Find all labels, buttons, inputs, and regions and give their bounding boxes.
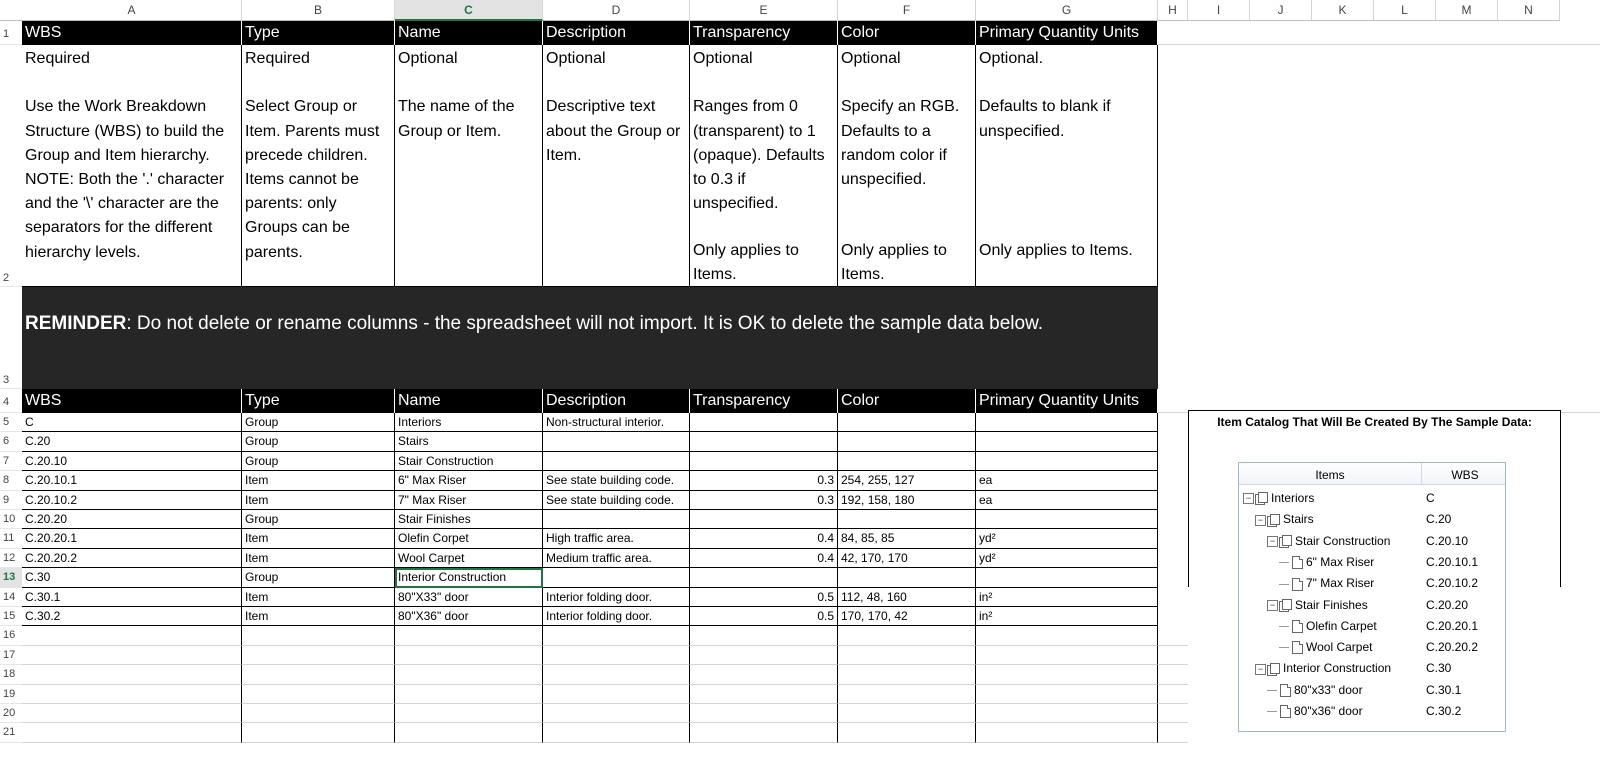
spacer [841,71,972,95]
cell-g9[interactable]: ea [976,491,1158,510]
row-header-12[interactable]: 12 [0,549,22,568]
requirement-label: Required [25,50,90,67]
tree-connector-icon [1267,690,1277,691]
tree-item-wbs-0: C [1426,491,1435,505]
cell-e17[interactable] [690,646,838,665]
cell-c7[interactable]: Stair Construction [395,452,543,471]
cell-e16[interactable] [690,626,838,645]
tree-connector-icon [1279,647,1289,648]
cell-e18[interactable] [690,665,838,684]
cell-d7[interactable] [543,452,690,471]
cell-g5[interactable] [976,413,1158,432]
tree-item-wbs-10: C.30.2 [1426,704,1462,718]
data-header-cell-e[interactable]: Transparency [690,389,838,413]
gridline-row-20 [1158,704,1188,723]
select-all-corner[interactable] [0,0,22,21]
group-folder-icon [1267,515,1280,526]
cell-f13[interactable] [838,568,976,587]
data-header-cell-a[interactable]: WBS [22,389,242,413]
tree-item-1[interactable] [1255,512,1314,526]
row-header-19[interactable]: 19 [0,685,22,704]
column-header-h[interactable]: H [1158,0,1188,21]
row-header-2[interactable]: 2 [0,45,22,287]
cell-c11[interactable]: Olefin Corpet [395,529,543,548]
data-header-cell-f[interactable]: Color [838,389,976,413]
cell-g11[interactable]: yd² [976,529,1158,548]
cell-e6[interactable] [690,432,838,451]
cell-a7[interactable]: C.20.10 [22,452,242,471]
cell-c14[interactable]: 80"X33" door [395,588,543,607]
item-document-icon [1292,620,1303,633]
gridline-row-21 [1158,723,1188,742]
cell-b18[interactable] [242,665,395,684]
tree-item-wbs-8: C.30 [1426,661,1452,676]
column-header-g[interactable]: G [976,0,1158,21]
cell-b21[interactable] [242,723,395,742]
row-header-18[interactable]: 18 [0,665,22,684]
header-cell-g[interactable]: Primary Quantity Units [976,21,1158,45]
description-cell-b[interactable] [242,45,395,287]
header-cell-a[interactable]: WBS [22,21,242,45]
cell-f21[interactable] [838,723,976,742]
column-header-a[interactable]: A [22,0,242,21]
applies-note: Only applies to Items. [841,242,947,284]
tree-header [1239,463,1505,485]
cell-f17[interactable] [838,646,976,665]
row-header-16[interactable]: 16 [0,626,22,645]
row-header-4[interactable]: 4 [0,389,22,413]
column-header-c[interactable]: C [395,0,543,21]
spacer [693,71,834,95]
cell-c20[interactable] [395,704,543,723]
cell-c21[interactable] [395,723,543,742]
tree-item-label: Stairs [1283,512,1314,527]
row-header-6[interactable]: 6 [0,432,22,451]
spacer [398,71,539,95]
cell-g18[interactable] [976,665,1158,684]
cell-f7[interactable] [838,452,976,471]
tree-item-6[interactable] [1279,619,1377,633]
item-document-icon [1292,556,1303,569]
cell-b11[interactable]: Item [242,529,395,548]
row-header-7[interactable]: 7 [0,452,22,471]
tree-item-10[interactable] [1267,704,1363,718]
tree-item-label: Interiors [1271,491,1315,505]
tree-item-0[interactable] [1243,491,1314,505]
tree-item-label: Olefin Carpet [1306,618,1377,633]
cell-b5[interactable]: Group [242,413,395,432]
tree-item-wbs-7: C.20.20.2 [1426,640,1479,655]
cell-e8[interactable]: 0.3 [690,471,838,490]
header-cell-e[interactable]: Transparency [690,21,838,45]
description-cell-e[interactable] [690,45,838,287]
cell-d9[interactable]: See state building code. [543,491,690,510]
tree-item-8[interactable] [1255,661,1391,675]
collapse-icon[interactable]: − [1255,664,1266,675]
tree-item-wbs-1: C.20 [1426,512,1452,527]
cell-e20[interactable] [690,704,838,723]
description-cell-d[interactable] [543,45,690,287]
cell-b20[interactable] [242,704,395,723]
reminder-text: : Do not delete or rename columns - the spreadsheet will not import. It is OK to delete the sample data below. [126,313,1044,334]
item-document-icon [1292,641,1303,654]
cell-g19[interactable] [976,685,1158,704]
spacer [546,71,686,95]
collapse-icon[interactable]: − [1255,515,1266,526]
catalog-tree[interactable] [1238,462,1506,732]
tree-item-label: Stair Construction [1295,533,1391,548]
data-header-cell-g[interactable]: Primary Quantity Units [976,389,1158,413]
cell-g7[interactable] [976,452,1158,471]
tree-item-wbs-4: C.20.10.2 [1426,576,1479,591]
requirement-label: Optional [693,50,753,67]
column-header-l[interactable]: L [1374,0,1436,21]
row-header-5[interactable]: 5 [0,413,22,432]
cell-g16[interactable] [976,626,1158,645]
applies-note: Only applies to Items. [979,242,1133,259]
gridline-row-19 [1158,685,1188,704]
cell-b7[interactable]: Group [242,452,395,471]
row-header-13[interactable]: 13 [0,568,22,587]
header-cell-f[interactable]: Color [838,21,976,45]
cell-b13[interactable]: Group [242,568,395,587]
cell-d17[interactable] [543,646,690,665]
tree-item-wbs-5: C.20.20 [1426,597,1469,612]
gridline-row-17 [1158,646,1188,665]
cell-b6[interactable]: Group [242,432,395,451]
requirement-label: Optional [398,50,458,67]
spacer [25,71,238,95]
tree-connector-icon [1279,626,1289,627]
cell-c10[interactable]: Stair Finishes [395,510,543,529]
cell-e19[interactable] [690,685,838,704]
cell-b8[interactable]: Item [242,471,395,490]
cell-b17[interactable] [242,646,395,665]
cell-a5[interactable]: C [22,413,242,432]
cell-e12[interactable]: 0.4 [690,549,838,568]
cell-d20[interactable] [543,704,690,723]
spacer [245,71,391,95]
cell-a11[interactable]: C.20.20.1 [22,529,242,548]
collapse-icon[interactable]: − [1267,536,1278,547]
cell-a17[interactable] [22,646,242,665]
tree-item-label: Interior Construction [1283,661,1392,676]
cell-c17[interactable] [395,646,543,665]
cell-g21[interactable] [976,723,1158,742]
cell-c5[interactable]: Interiors [395,413,543,432]
data-header-cell-d[interactable]: Description [543,389,690,413]
cell-b9[interactable]: Item [242,491,395,510]
cell-e7[interactable] [690,452,838,471]
reminder-label: REMINDER [25,313,127,334]
item-document-icon [1280,684,1291,697]
column-header-f[interactable]: F [838,0,976,21]
tree-item-2[interactable] [1267,534,1390,548]
description-text: Specify an RGB. Defaults to a random color if unspecified. [841,98,960,188]
cell-a9[interactable]: C.20.10.2 [22,491,242,510]
selected-cell-c13[interactable]: Interior Construction [395,568,543,587]
cell-d10[interactable] [543,510,690,529]
cell-e9[interactable]: 0.3 [690,491,838,510]
column-header-e[interactable]: E [690,0,838,21]
row-header-21[interactable]: 21 [0,723,22,742]
cell-g20[interactable] [976,704,1158,723]
description-row [22,45,1158,287]
cell-b15[interactable]: Item [242,607,395,626]
tree-connector-icon [1267,711,1277,712]
cell-a14[interactable]: C.30.1 [22,588,242,607]
description-cell-f[interactable] [838,45,976,287]
gridline-row-18 [1158,665,1188,684]
cell-c6[interactable]: Stairs [395,432,543,451]
cell-c15[interactable]: 80"X36" door [395,607,543,626]
cell-f8[interactable]: 254, 255, 127 [838,471,976,490]
description-text: Select Group or Item. Parents must precede children. Items cannot be parents: only Groups can be parents. [245,98,380,261]
column-header-m[interactable]: M [1436,0,1498,21]
row-header-17[interactable]: 17 [0,646,22,665]
cell-f14[interactable]: 112, 48, 160 [838,588,976,607]
gridline-row-1-right [1158,21,1600,45]
tree-item-wbs-3: C.20.10.1 [1426,554,1479,569]
tree-item-4[interactable] [1279,576,1374,590]
header-row-1 [22,21,1158,45]
cell-f6[interactable] [838,432,976,451]
tree-item-7[interactable] [1279,640,1372,654]
cell-e21[interactable] [690,723,838,742]
cell-a10[interactable]: C.20.20 [22,510,242,529]
cell-f12[interactable]: 42, 170, 170 [838,549,976,568]
row-header-1[interactable]: 1 [0,21,22,45]
cell-f19[interactable] [838,685,976,704]
cell-b14[interactable]: Item [242,588,395,607]
tree-item-9[interactable] [1267,683,1363,697]
requirement-label: Optional. [979,50,1044,67]
tree-connector-icon [1279,584,1289,585]
cell-e10[interactable] [690,510,838,529]
column-header-b[interactable]: B [242,0,395,21]
cell-a20[interactable] [22,704,242,723]
cell-d13[interactable] [543,568,690,587]
cell-c16[interactable] [395,626,543,645]
reminder-banner[interactable] [22,287,1158,389]
requirement-label: Required [245,50,310,67]
cell-c19[interactable] [395,685,543,704]
cell-g14[interactable]: in² [976,588,1158,607]
requirement-label: Optional [841,50,901,67]
row-header-20[interactable]: 20 [0,704,22,723]
group-folder-icon [1267,664,1280,675]
cell-a18[interactable] [22,665,242,684]
tree-header-items[interactable]: Items [1239,463,1422,485]
cell-d15[interactable]: Interior folding door. [543,607,690,626]
header-cell-b[interactable]: Type [242,21,395,45]
cell-f11[interactable]: 84, 85, 85 [838,529,976,548]
cell-f10[interactable] [838,510,976,529]
cell-a19[interactable] [22,685,242,704]
cell-c18[interactable] [395,665,543,684]
cell-c9[interactable]: 7" Max Riser [395,491,543,510]
cell-f9[interactable]: 192, 158, 180 [838,491,976,510]
column-header-k[interactable]: K [1312,0,1374,21]
cell-b12[interactable]: Item [242,549,395,568]
item-document-icon [1280,705,1291,718]
cell-g15[interactable]: in² [976,607,1158,626]
cell-g13[interactable] [976,568,1158,587]
tree-item-5[interactable] [1267,598,1368,612]
row-header-9[interactable]: 9 [0,491,22,510]
column-header-n[interactable]: N [1498,0,1560,21]
cell-f15[interactable]: 170, 170, 42 [838,607,976,626]
row-header-15[interactable]: 15 [0,607,22,626]
applies-note: Only applies to Items. [693,242,799,284]
tree-item-wbs-2: C.20.10 [1426,533,1469,548]
group-folder-icon [1255,493,1268,504]
header-cell-d[interactable]: Description [543,21,690,45]
cell-d8[interactable]: See state building code. [543,471,690,490]
cell-c8[interactable]: 6" Max Riser [395,471,543,490]
cell-d11[interactable]: High traffic area. [543,529,690,548]
description-text: Use the Work Breakdown Structure (WBS) to build the Group and Item hierarchy. NOTE: Both the '.' character and the '\' character are the separators for the different hierarchy levels. [25,98,225,261]
tree-item-label: Stair Finishes [1295,597,1368,612]
cell-f20[interactable] [838,704,976,723]
row-header-10[interactable]: 10 [0,510,22,529]
column-header-d[interactable]: D [543,0,690,21]
description-text: The name of the Group or Item. [398,98,515,140]
cell-g8[interactable]: ea [976,471,1158,490]
cell-f18[interactable] [838,665,976,684]
tree-item-wbs-9: C.30.1 [1426,682,1462,697]
row-header-3[interactable]: 3 [0,287,22,389]
tree-item-label: 80"x36" door [1294,704,1363,718]
data-header-cell-c[interactable]: Name [395,389,543,413]
catalog-title: Item Catalog That Will Be Created By The Sample Data: [1217,415,1532,429]
cell-f5[interactable] [838,413,976,432]
description-cell-g[interactable] [976,45,1158,287]
cell-a15[interactable]: C.30.2 [22,607,242,626]
cell-c12[interactable]: Wool Carpet [395,549,543,568]
cell-f16[interactable] [838,626,976,645]
cell-e15[interactable]: 0.5 [690,607,838,626]
gridline-row-16 [1158,626,1188,645]
cell-a6[interactable]: C.20 [22,432,242,451]
description-cell-c[interactable] [395,45,543,287]
cell-d12[interactable]: Medium traffic area. [543,549,690,568]
cell-e13[interactable] [690,568,838,587]
cell-d21[interactable] [543,723,690,742]
row-header-14[interactable]: 14 [0,588,22,607]
cell-a16[interactable] [22,626,242,645]
tree-item-label: 7" Max Riser [1306,576,1375,591]
collapse-icon[interactable]: − [1243,493,1254,504]
tree-item-wbs-6: C.20.20.1 [1426,618,1479,633]
column-header-i[interactable]: I [1188,0,1250,21]
cell-g10[interactable] [976,510,1158,529]
row-header-8[interactable]: 8 [0,471,22,490]
tree-connector-icon [1279,562,1289,563]
description-text: Defaults to blank if unspecified. [979,98,1111,140]
cell-a12[interactable]: C.20.20.2 [22,549,242,568]
cell-g17[interactable] [976,646,1158,665]
tree-item-3[interactable] [1279,555,1374,569]
cell-e14[interactable]: 0.5 [690,588,838,607]
cell-d16[interactable] [543,626,690,645]
cell-d5[interactable]: Non-structural interior. [543,413,690,432]
cell-b16[interactable] [242,626,395,645]
tree-item-label: 6" Max Riser [1306,554,1375,569]
collapse-icon[interactable]: − [1267,600,1278,611]
cell-a8[interactable]: C.20.10.1 [22,471,242,490]
group-folder-icon [1279,600,1292,611]
cell-e5[interactable] [690,413,838,432]
cell-a13[interactable]: C.30 [22,568,242,587]
tree-item-label: 80"x33" door [1294,682,1363,697]
item-document-icon [1292,578,1303,591]
header-cell-c[interactable]: Name [395,21,543,45]
group-folder-icon [1279,536,1292,547]
cell-d14[interactable]: Interior folding door. [543,588,690,607]
description-text: Descriptive text about the Group or Item. [546,98,681,164]
requirement-label: Optional [546,50,606,67]
description-text: Ranges from 0 (transparent) to 1 (opaque). Defaults to 0.3 if unspecified. [693,98,825,213]
cell-d18[interactable] [543,665,690,684]
cell-b10[interactable]: Group [242,510,395,529]
description-cell-a[interactable] [22,45,242,287]
cell-b19[interactable] [242,685,395,704]
header-row-4 [22,389,1158,413]
spacer [979,71,1154,95]
cell-a21[interactable] [22,723,242,742]
cell-e11[interactable]: 0.4 [690,529,838,548]
cell-d6[interactable] [543,432,690,451]
row-header-11[interactable]: 11 [0,529,22,548]
data-header-cell-b[interactable]: Type [242,389,395,413]
cell-g6[interactable] [976,432,1158,451]
cell-d19[interactable] [543,685,690,704]
tree-item-label: Wool Carpet [1306,640,1373,655]
column-header-j[interactable]: J [1250,0,1312,21]
cell-g12[interactable]: yd² [976,549,1158,568]
tree-header-wbs[interactable]: WBS [1451,468,1479,482]
